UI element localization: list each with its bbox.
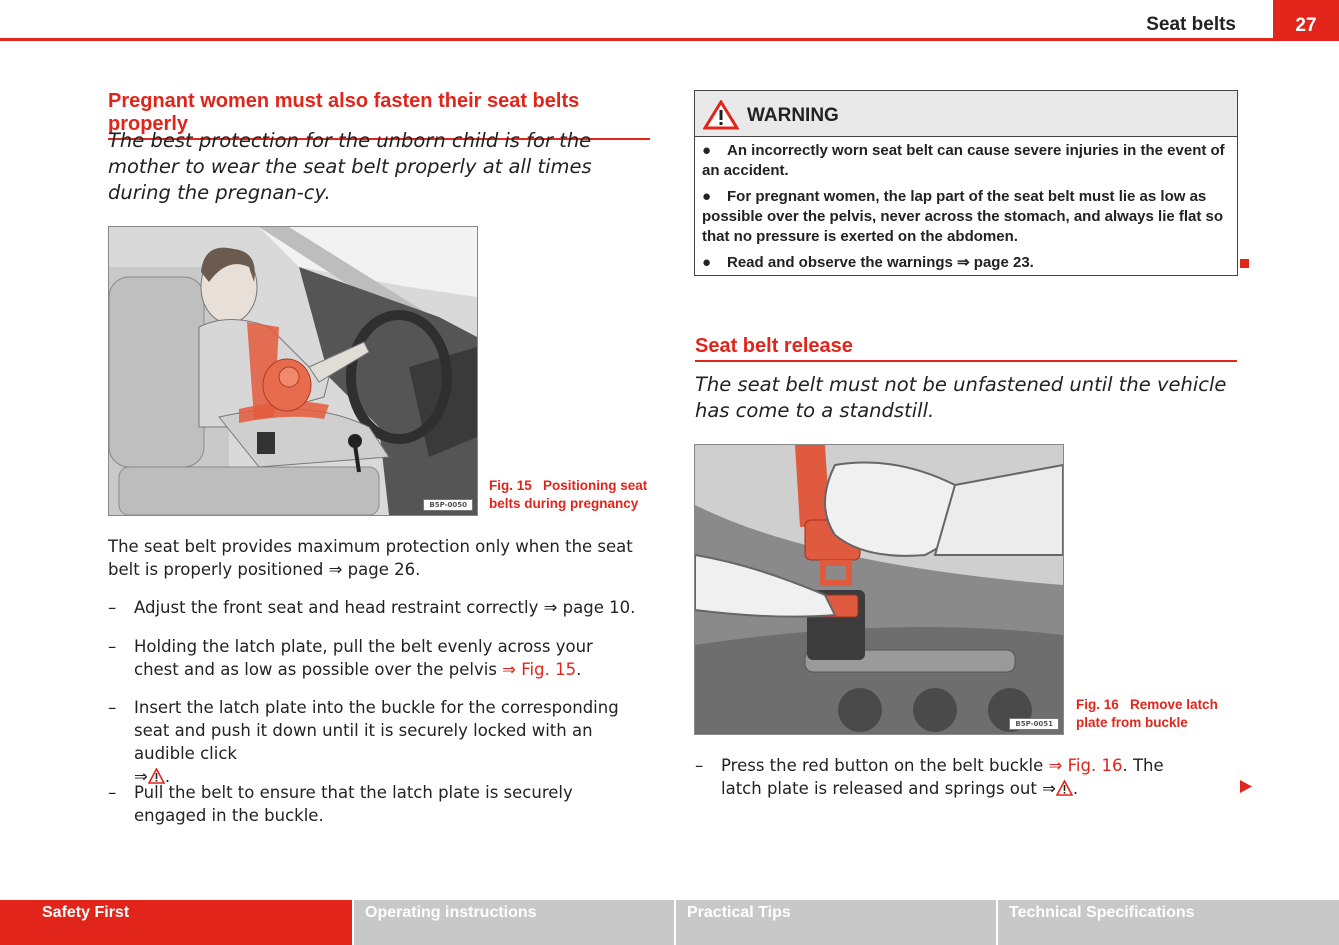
footer-tab-safety-first[interactable]: Safety First [0, 900, 352, 945]
warning-reference-link[interactable] [1042, 779, 1073, 798]
dash-marker: – [108, 598, 117, 617]
figure-reference-link[interactable]: ⇒ Fig. 15 [502, 660, 577, 679]
figure-15-code: B5P-0050 [423, 499, 473, 511]
warning-label: WARNING [747, 105, 839, 126]
warning-bullet-text: For pregnant women, the lap part of the seat belt must lie as low as possible over the pelvis, never across the stomach, and always lie flat so that no pressure is exerted on the abdomen. [702, 188, 1224, 245]
bullet-dot: ● [702, 142, 712, 159]
step-text: Insert the latch plate into the buckle for the corresponding seat and push it down until it is securely locked with an audible click [134, 698, 619, 763]
step-text-container [134, 635, 628, 681]
warning-bullet [702, 141, 1227, 181]
step-text: Press the red button on the belt buckle [721, 756, 1044, 775]
step-item [108, 696, 653, 788]
step-text: Pull the belt to ensure that the latch plate is securely engaged in the buckle. [134, 783, 573, 825]
latch-plate-release-illustration [695, 445, 1063, 734]
pregnant-woman-seatbelt-illustration [109, 227, 477, 515]
reference-arrow: ⇒ [1042, 779, 1056, 798]
section-intro-pregnant-women: The best protection for the unborn child is for the mother to wear the seat belt properly at all times during the pregnan-cy. [108, 129, 592, 204]
step-end: . [576, 660, 582, 679]
step-end: . [164, 767, 171, 786]
warning-bullet-text: Read and observe the warnings ⇒ page 23. [727, 254, 1034, 271]
reference-arrow: ⇒ [134, 767, 148, 786]
section-heading-pregnant-women: Pregnant women must also fasten their seat belts properly [108, 90, 650, 140]
footer-tab-practical-tips[interactable]: Practical Tips [676, 900, 996, 945]
section-heading-seat-belt-release: Seat belt release [695, 335, 1237, 362]
step-item [695, 754, 1205, 800]
end-of-section-square-icon [1240, 259, 1249, 268]
footer-tab-technical-specifications[interactable]: Technical Specifications [998, 900, 1339, 945]
figure-15-illustration [108, 226, 478, 516]
step-text-container [721, 754, 1205, 800]
figure-16-code: B5P-0051 [1009, 718, 1059, 730]
figure-16-caption-text: Remove latch plate from buckle [1076, 697, 1218, 730]
step-text: Holding the latch plate, pull the belt evenly across your chest and as low as possible over the pelvis [134, 637, 593, 679]
warning-triangle-icon [1056, 780, 1073, 796]
figure-16-caption [1076, 696, 1246, 732]
figure-15-caption [489, 477, 659, 513]
step-item [108, 781, 638, 827]
continue-arrow-icon [1240, 780, 1252, 793]
running-header-title: Seat belts [1146, 14, 1236, 35]
page-number: 27 [1273, 0, 1339, 41]
figure-15-number: Fig. 15 [489, 478, 532, 493]
section-intro-seat-belt-release: The seat belt must not be unfastened until the vehicle has come to a standstill. [695, 373, 1227, 422]
footer-tab-operating-instructions[interactable]: Operating instructions [354, 900, 674, 945]
bullet-dot: ● [702, 188, 712, 205]
step-text-continued: . The latch plate is released and springs out [721, 756, 1164, 798]
step-end: . [1072, 779, 1079, 798]
figure-16-number: Fig. 16 [1076, 697, 1119, 712]
figure-reference-link[interactable]: ⇒ Fig. 16 [1048, 756, 1123, 775]
header-rule [0, 38, 1339, 41]
dash-marker: – [108, 698, 117, 717]
dash-marker: – [695, 756, 704, 775]
step-item [108, 635, 628, 681]
step-item [108, 596, 653, 619]
body-paragraph: The seat belt provides maximum protection only when the seat belt is properly positioned ⇒ page 26. [108, 537, 633, 579]
step-text-container [134, 696, 653, 788]
dash-marker: – [108, 637, 117, 656]
warning-bullet [702, 187, 1227, 247]
warning-box [694, 90, 1238, 276]
figure-15-caption-text: Positioning seat belts during pregnancy [489, 478, 648, 511]
step-text: Adjust the front seat and head restraint correctly ⇒ page 10. [134, 598, 636, 617]
warning-bullet-text: An incorrectly worn seat belt can cause severe injuries in the event of an accident. [702, 142, 1225, 179]
warning-header [695, 91, 1237, 137]
warning-triangle-icon [703, 100, 739, 130]
bullet-dot: ● [702, 254, 712, 271]
figure-16-illustration [694, 444, 1064, 735]
dash-marker: – [108, 783, 117, 802]
warning-bullet [702, 253, 1227, 273]
